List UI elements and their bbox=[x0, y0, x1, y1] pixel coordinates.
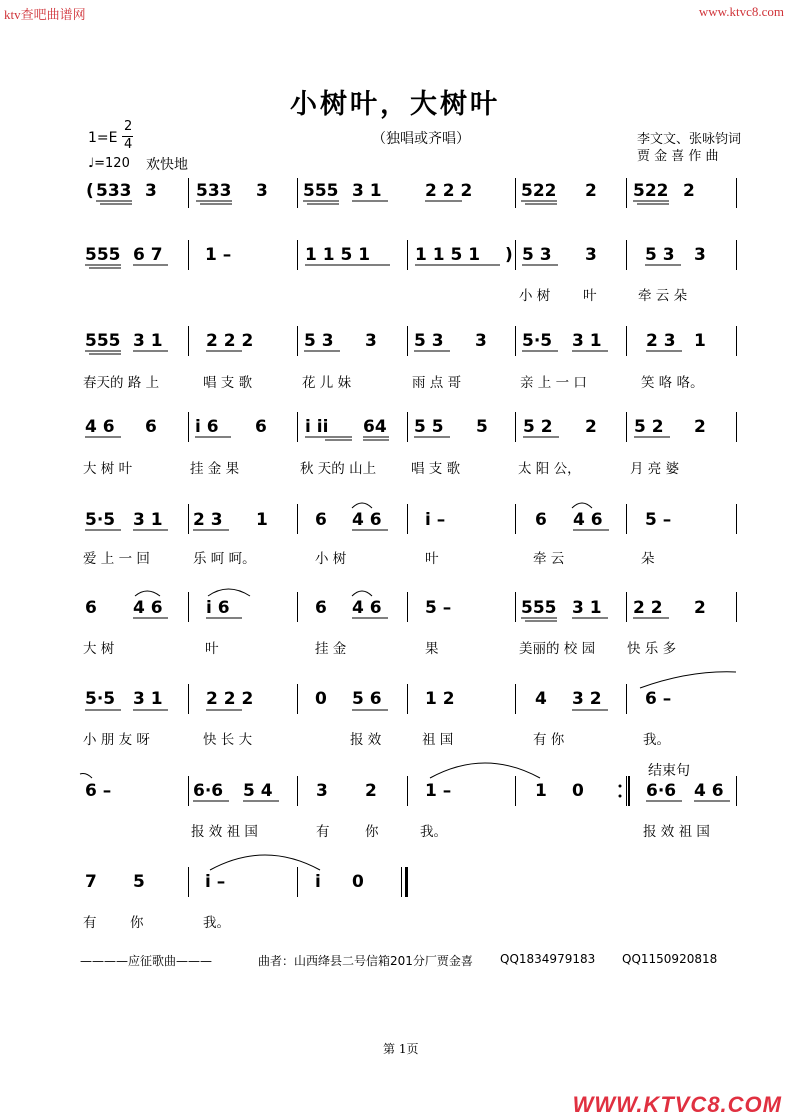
note-group: 5 3 bbox=[645, 245, 675, 265]
time-sig-bottom: 4 bbox=[124, 137, 133, 152]
watermark-bottom-right: WWW.KTVC8.COM bbox=[572, 1092, 782, 1117]
note-group: ( bbox=[86, 181, 94, 201]
note-group: 2 bbox=[585, 181, 597, 201]
footer-tag: ————应征歌曲——— bbox=[80, 954, 213, 968]
ending-label: 结束句 bbox=[648, 763, 690, 779]
composer-credit: 贾 金 喜 作 曲 bbox=[637, 149, 719, 164]
note-group: ) bbox=[505, 245, 513, 265]
footer-author: 曲者：山西绛县二号信箱201分厂贾金喜 bbox=[258, 954, 473, 968]
note-group: 6 7 bbox=[133, 245, 163, 265]
note-group: 3 1 bbox=[352, 181, 382, 201]
watermark-top-right: www.ktvc8.com bbox=[698, 4, 784, 19]
note-group: 3 bbox=[256, 181, 268, 201]
note-group: 1 1 5 1 bbox=[415, 245, 481, 265]
note-group: 3 bbox=[694, 245, 706, 265]
lyricist-credit: 李文文、张咏钧词 bbox=[637, 132, 742, 147]
watermark-top-left: ktv查吧曲谱网 bbox=[4, 7, 86, 22]
song-title: 小树叶，大树叶 bbox=[290, 89, 500, 120]
note-group: 533 bbox=[196, 181, 232, 201]
footer-qq2: QQ1150920818 bbox=[622, 952, 718, 966]
page-number: 第 1页 bbox=[383, 1042, 419, 1056]
footer-qq1: QQ1834979183 bbox=[500, 952, 596, 966]
performance-note: （独唱或齐唱） bbox=[372, 131, 470, 147]
note-group: 2 bbox=[683, 181, 695, 201]
note-group: 1 – bbox=[205, 245, 232, 265]
note-group: 555 bbox=[85, 245, 121, 265]
tempo-mark: ♩=120 bbox=[88, 156, 130, 171]
note-group: 5 3 bbox=[522, 245, 552, 265]
key-signature: 1=E bbox=[88, 130, 118, 146]
note-group: 533 bbox=[96, 181, 132, 201]
note-group: 3 bbox=[145, 181, 157, 201]
time-sig-top: 2 bbox=[124, 119, 133, 134]
note-group: 522 bbox=[521, 181, 557, 201]
note-group: 3 bbox=[585, 245, 597, 265]
note-group: 1 1 5 1 bbox=[305, 245, 371, 265]
note-group: 555 bbox=[303, 181, 339, 201]
expression-mark: 欢快地 bbox=[146, 157, 188, 173]
note-group: 2 2 2 bbox=[425, 181, 473, 201]
note-group: 522 bbox=[633, 181, 669, 201]
